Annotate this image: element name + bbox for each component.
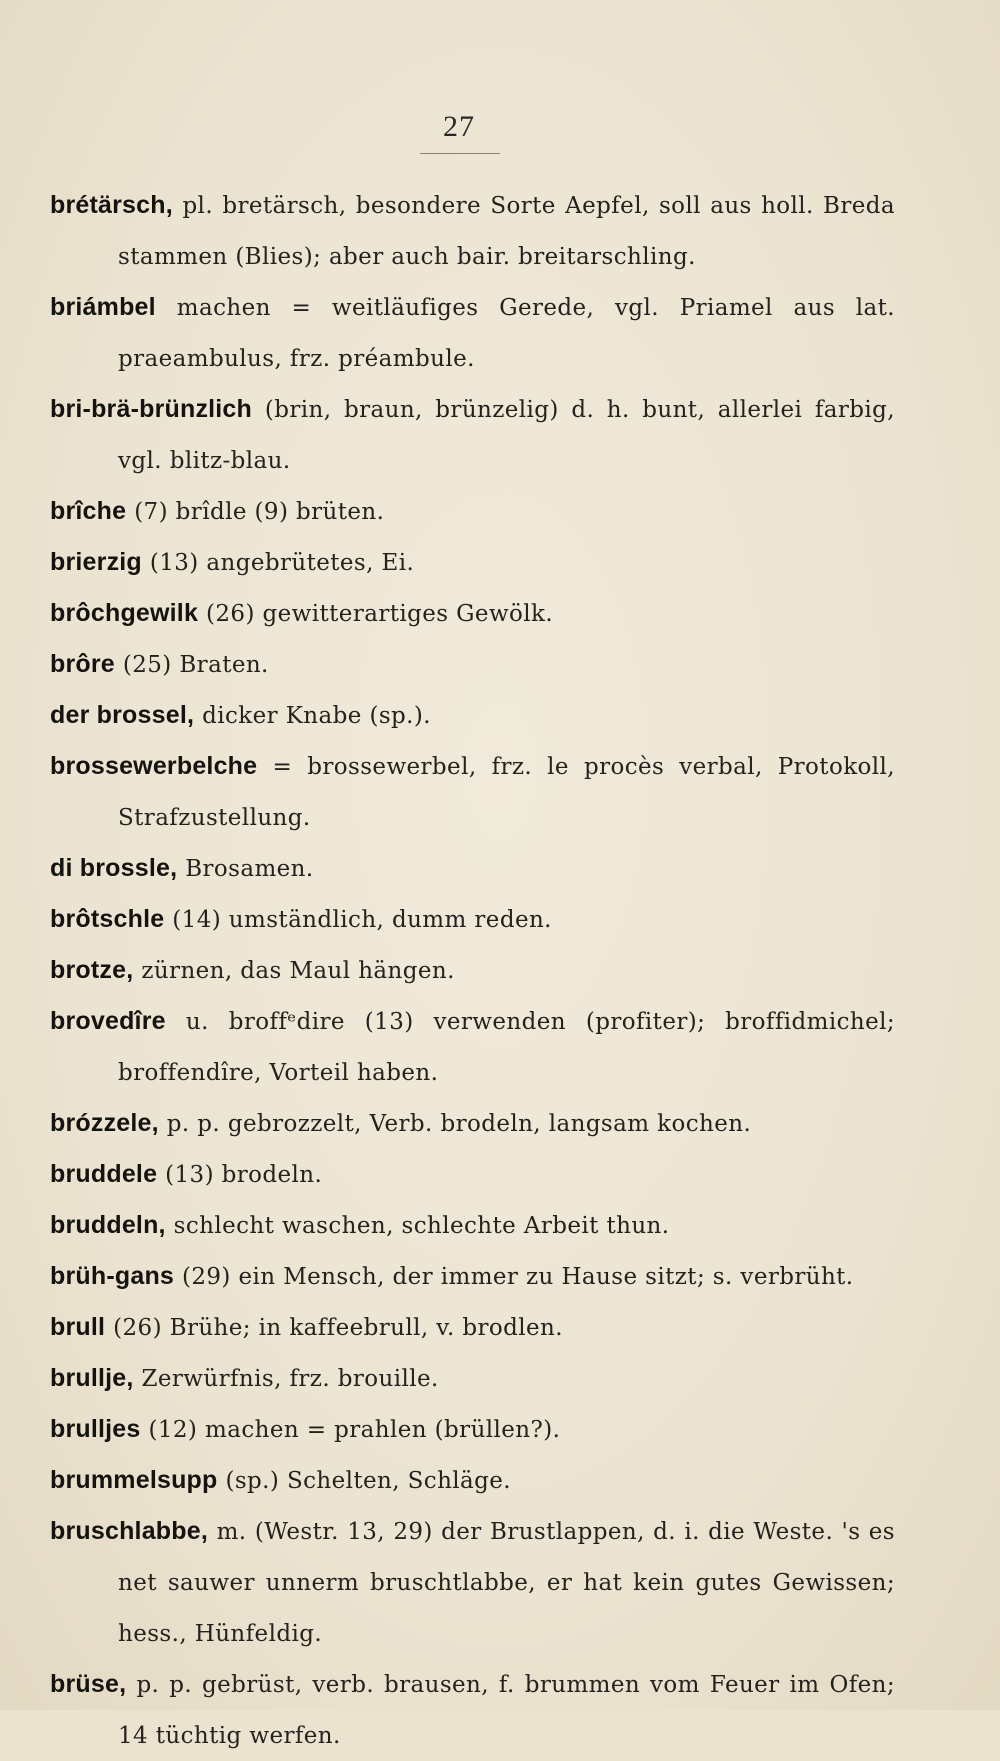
headword: brôre [50,650,115,678]
headword: bri-brä-brünzlich [50,395,253,423]
headword: brierzig [50,548,142,576]
headword: brullje, [50,1364,134,1392]
entry [50,537,895,588]
entry-list [50,180,895,1761]
definition: = brossewerbel, frz. le procès verbal, Protokoll, Strafzustellung. [118,754,895,831]
entry [50,1659,895,1761]
definition: Brosamen. [185,856,314,882]
headword: bruddeln, [50,1211,166,1239]
headword: brotze, [50,956,134,984]
definition: (sp.) Schelten, Schläge. [225,1468,512,1494]
entry [50,1506,895,1659]
entry [50,1302,895,1353]
entry [50,843,895,894]
definition: (13) brodeln. [165,1162,323,1188]
definition: (13) angebrütetes, Ei. [149,550,415,576]
definition: zürnen, das Maul hängen. [141,958,455,984]
definition: Zerwürfnis, frz. brouille. [141,1366,439,1392]
headword: brîche [50,497,127,525]
headword: brüh-gans [50,1262,175,1290]
entry [50,1200,895,1251]
entry [50,1149,895,1200]
page-number-rule [420,153,500,154]
definition: (12) machen = prahlen (brüllen?). [148,1417,561,1443]
headword: bruschlabbe, [50,1517,208,1545]
definition: schlecht waschen, schlechte Arbeit thun. [173,1213,670,1239]
definition: machen = weitläufiges Gerede, vgl. Priamel aus lat. praeambulus, frz. préambule. [118,295,895,372]
headword: di brossle, [50,854,178,882]
headword: bruddele [50,1160,158,1188]
headword: brummelsupp [50,1466,218,1494]
entry [50,588,895,639]
headword: brôchgewilk [50,599,199,627]
definition: (7) brîdle (9) brüten. [134,499,385,525]
entry [50,690,895,741]
entry [50,1353,895,1404]
headword: brull [50,1313,106,1341]
headword: brétärsch, [50,191,173,219]
entry [50,384,895,486]
definition: (14) umständlich, dumm reden. [172,907,552,933]
definition: m. (Westr. 13, 29) der Brustlappen, d. i. die Weste. 's es net sauwer unnerm bruschtlabbe, er hat kein gutes Gewissen; hess., Hünfeldig. [118,1519,895,1647]
entry [50,1098,895,1149]
entry [50,639,895,690]
headword: brossewerbelche [50,752,258,780]
entry [50,741,895,843]
entry [50,945,895,996]
definition: (25) Braten. [122,652,269,678]
headword: brovedîre [50,1007,166,1035]
headword: brüse, [50,1670,127,1698]
headword: brôtschle [50,905,165,933]
headword: brulljes [50,1415,141,1443]
definition: p. p. gebrüst, verb. brausen, f. brummen vom Feuer im Ofen; 14 tüchtig werfen. [118,1672,895,1749]
definition: (brin, braun, brünzelig) d. h. bunt, allerlei farbig, vgl. blitz-blau. [118,397,895,474]
definition: dicker Knabe (sp.). [202,703,431,729]
entry [50,894,895,945]
headword: der brossel, [50,701,195,729]
entry [50,1251,895,1302]
entry [50,282,895,384]
entry [50,1404,895,1455]
entry [50,486,895,537]
page-number: 27 [443,110,475,143]
definition: p. p. gebrozzelt, Verb. brodeln, langsam kochen. [166,1111,752,1137]
definition: (26) gewitterartiges Gewölk. [206,601,554,627]
headword: brózzele, [50,1109,159,1137]
definition: u. broffᵉdire (13) verwenden (profiter); broffidmichel; broffendîre, Vorteil haben. [118,1009,895,1086]
definition: pl. bretärsch, besondere Sorte Aepfel, soll aus holl. Breda stammen (Blies); aber auch bair. breitarschling. [118,193,895,270]
definition: (26) Brühe; in kaffeebrull, v. brodlen. [113,1315,563,1341]
entry [50,1455,895,1506]
entry [50,180,895,282]
entry [50,996,895,1098]
definition: (29) ein Mensch, der immer zu Hause sitzt; s. verbrüht. [181,1264,854,1290]
headword: briámbel [50,293,156,321]
